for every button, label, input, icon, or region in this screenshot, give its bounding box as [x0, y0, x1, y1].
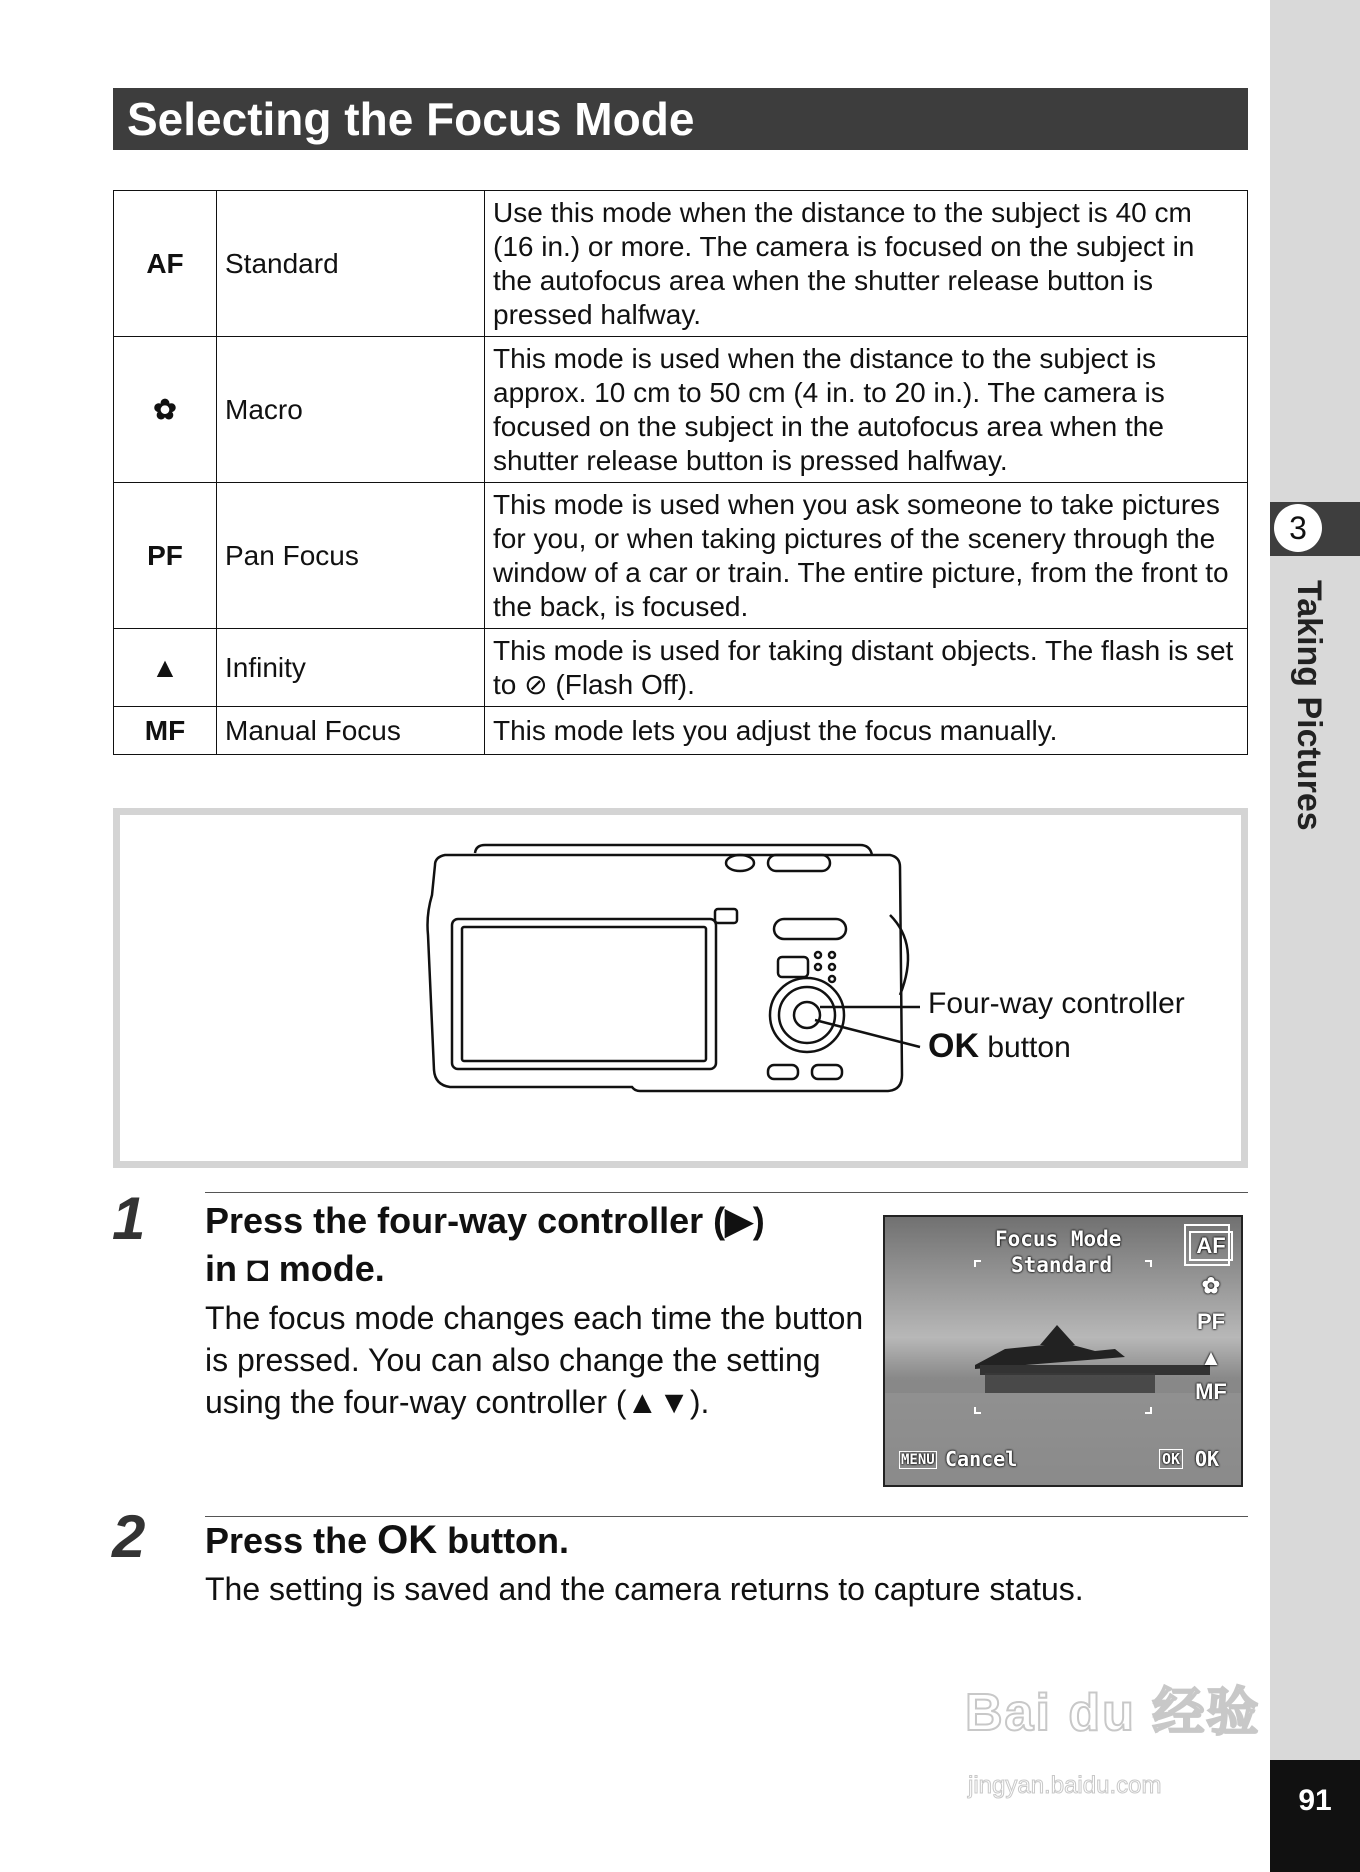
watermark-logo: Bai du 经验: [965, 1684, 1261, 1742]
lcd-af-icon: AF: [1189, 1231, 1233, 1261]
camera-icon: ◘: [247, 1248, 269, 1289]
step-number: 1: [112, 1185, 146, 1252]
lcd-ok-label: OK: [1195, 1447, 1220, 1471]
mode-description: This mode is used when you ask someone to take pictures for you, or when taking pictures of the scenery through the window of a car or train. The entire picture, from the front to the back, is focused.: [485, 483, 1248, 629]
step-body: The focus mode changes each time the button is pressed. You can also change the setting using the four-way controller (▲▼).: [205, 1300, 864, 1420]
step-body: The setting is saved and the camera returns to capture status.: [205, 1571, 1084, 1607]
step-number: 2: [112, 1503, 146, 1570]
step-title: [205, 1518, 569, 1563]
step-title-text: mode.: [268, 1248, 385, 1289]
page-title: Selecting the Focus Mode: [127, 93, 695, 145]
step-title-text: in: [205, 1248, 247, 1289]
mode-description: [485, 629, 1248, 707]
lcd-heading: Focus Mode: [995, 1227, 1122, 1251]
focus-mode-table: [113, 190, 1248, 755]
mode-name: Pan Focus: [217, 483, 485, 629]
chapter-sidebar: [1270, 0, 1360, 1872]
mountain-icon: ▲: [114, 629, 217, 707]
lcd-mf-icon: MF: [1195, 1379, 1227, 1404]
step-title-text: button.: [437, 1520, 570, 1561]
mode-description: This mode lets you adjust the focus manually.: [485, 707, 1248, 755]
mode-name: Infinity: [217, 629, 485, 707]
camera-figure: [113, 808, 1248, 1168]
table-row: [114, 483, 1248, 629]
mode-description: This mode is used when the distance to the subject is approx. 10 cm to 50 cm (4 in. to 20 in.). The camera is focused on the subject in the autofocus area when the shutter release button is pressed halfway.: [485, 337, 1248, 483]
step-title-text: Press the: [205, 1520, 378, 1561]
flash-off-icon: ⊘: [524, 668, 548, 700]
title-bar: [113, 88, 1248, 150]
lcd-cancel-label: Cancel: [945, 1447, 1018, 1471]
lcd-mountain-icon: ▲: [1200, 1345, 1222, 1370]
ok-glyph: OK: [928, 1027, 979, 1065]
lcd-pf-icon: PF: [1196, 1309, 1226, 1334]
mode-description: Use this mode when the distance to the subject is 40 cm (16 in.) or more. The camera is focused on the subject in the autofocus area when the shutter release button is pressed halfway.: [485, 191, 1248, 337]
chapter-number: 3: [1274, 504, 1322, 552]
table-row: [114, 629, 1248, 707]
pan-focus-icon: PF: [114, 483, 217, 629]
table-row: [114, 337, 1248, 483]
lcd-ok-key: OK: [1159, 1449, 1183, 1469]
step-title: [205, 1248, 385, 1290]
watermark-url: jingyan.baidu.com: [968, 1772, 1162, 1799]
mode-description-text: This mode is used for taking distant objects. The flash is set to: [493, 634, 1234, 700]
macro-flower-icon: ✿: [114, 337, 217, 483]
step-title: Press the four-way controller (▶): [205, 1200, 765, 1241]
mode-name: Manual Focus: [217, 707, 485, 755]
lcd-value: Standard: [1011, 1253, 1113, 1277]
chapter-title: Taking Pictures: [1290, 580, 1328, 831]
four-way-controller-label: Four-way controller: [928, 987, 1185, 1020]
table-row: [114, 707, 1248, 755]
page-number: 91: [1270, 1760, 1360, 1872]
lcd-macro-icon: ✿: [1201, 1273, 1221, 1298]
step-divider: [205, 1192, 1248, 1193]
manual-focus-icon: MF: [114, 707, 217, 755]
ok-button-label: [928, 1027, 1071, 1066]
ok-button-text: button: [987, 1031, 1071, 1064]
table-row: [114, 191, 1248, 337]
lcd-menu-key: MENU: [901, 1452, 935, 1468]
mode-name: Standard: [217, 191, 485, 337]
lcd-screen: [883, 1215, 1243, 1487]
mode-description-text: (Flash Off).: [547, 668, 695, 700]
ok-glyph: OK: [377, 1518, 438, 1562]
step-divider: [205, 1516, 1248, 1517]
af-icon: AF: [114, 191, 217, 337]
mode-name: Macro: [217, 337, 485, 483]
